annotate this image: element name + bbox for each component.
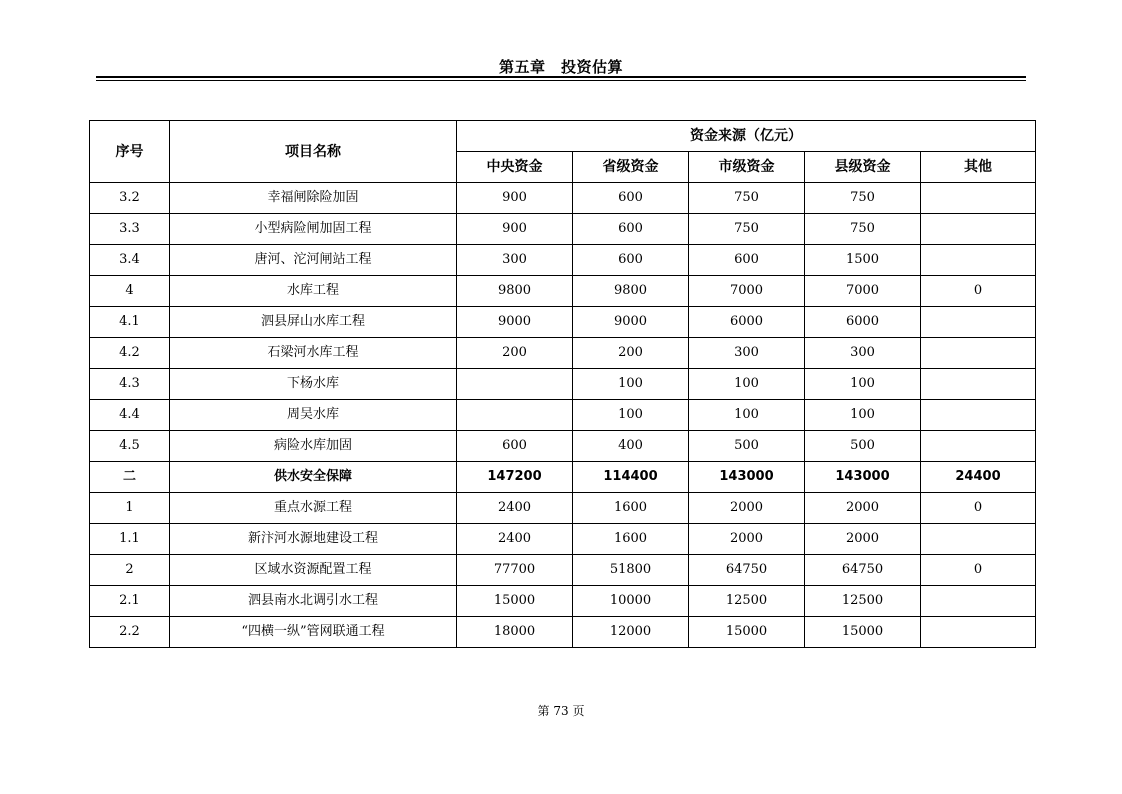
cell-seq: 3.4: [90, 245, 170, 276]
cell-other-funds: [921, 338, 1036, 369]
cell-provincial-funds: 400: [573, 431, 689, 462]
cell-central-funds: 9800: [457, 276, 573, 307]
cell-central-funds: 9000: [457, 307, 573, 338]
cell-provincial-funds: 1600: [573, 493, 689, 524]
cell-central-funds: 77700: [457, 555, 573, 586]
cell-county-funds: 750: [805, 214, 921, 245]
cell-project-name: 周吴水库: [170, 400, 457, 431]
cell-central-funds: [457, 369, 573, 400]
header-divider-thin: [96, 80, 1026, 81]
cell-project-name: 重点水源工程: [170, 493, 457, 524]
cell-county-funds: 2000: [805, 524, 921, 555]
cell-project-name: 病险水库加固: [170, 431, 457, 462]
header-central-funds: 中央资金: [457, 152, 573, 183]
cell-central-funds: 300: [457, 245, 573, 276]
cell-other-funds: 0: [921, 276, 1036, 307]
table-row: [90, 431, 1036, 462]
cell-seq: 4.5: [90, 431, 170, 462]
cell-project-name: 供水安全保障: [170, 462, 457, 493]
cell-seq: 1: [90, 493, 170, 524]
header-provincial-funds: 省级资金: [573, 152, 689, 183]
cell-other-funds: 0: [921, 493, 1036, 524]
cell-other-funds: 24400: [921, 462, 1036, 493]
table-row: [90, 462, 1036, 493]
cell-central-funds: 2400: [457, 524, 573, 555]
cell-seq: 2.1: [90, 586, 170, 617]
cell-central-funds: 2400: [457, 493, 573, 524]
header-project-name: 项目名称: [170, 121, 457, 183]
table-row: [90, 307, 1036, 338]
cell-central-funds: 15000: [457, 586, 573, 617]
cell-provincial-funds: 600: [573, 183, 689, 214]
cell-city-funds: 7000: [689, 276, 805, 307]
cell-city-funds: 750: [689, 183, 805, 214]
table-row: [90, 276, 1036, 307]
table-row: [90, 617, 1036, 648]
cell-central-funds: 900: [457, 214, 573, 245]
cell-provincial-funds: 600: [573, 245, 689, 276]
cell-seq: 4.2: [90, 338, 170, 369]
cell-central-funds: 147200: [457, 462, 573, 493]
cell-seq: 4: [90, 276, 170, 307]
cell-city-funds: 12500: [689, 586, 805, 617]
cell-seq: 1.1: [90, 524, 170, 555]
cell-provincial-funds: 9800: [573, 276, 689, 307]
cell-county-funds: 2000: [805, 493, 921, 524]
cell-city-funds: 500: [689, 431, 805, 462]
cell-provincial-funds: 100: [573, 400, 689, 431]
cell-project-name: 泗县屏山水库工程: [170, 307, 457, 338]
cell-project-name: 小型病险闸加固工程: [170, 214, 457, 245]
cell-provincial-funds: 9000: [573, 307, 689, 338]
cell-provincial-funds: 100: [573, 369, 689, 400]
cell-seq: 3.3: [90, 214, 170, 245]
cell-central-funds: 600: [457, 431, 573, 462]
cell-city-funds: 143000: [689, 462, 805, 493]
cell-seq: 3.2: [90, 183, 170, 214]
table-row: [90, 245, 1036, 276]
page-number: 第 73 页: [537, 704, 585, 718]
cell-other-funds: [921, 400, 1036, 431]
cell-other-funds: [921, 617, 1036, 648]
cell-provincial-funds: 1600: [573, 524, 689, 555]
table-row: [90, 555, 1036, 586]
cell-county-funds: 300: [805, 338, 921, 369]
header-funding-source: 资金来源（亿元）: [457, 121, 1036, 152]
cell-project-name: 石梁河水库工程: [170, 338, 457, 369]
header-other-funds: 其他: [921, 152, 1036, 183]
table-row: [90, 183, 1036, 214]
cell-provincial-funds: 114400: [573, 462, 689, 493]
cell-county-funds: 64750: [805, 555, 921, 586]
cell-city-funds: 100: [689, 369, 805, 400]
cell-provincial-funds: 200: [573, 338, 689, 369]
cell-county-funds: 1500: [805, 245, 921, 276]
cell-city-funds: 300: [689, 338, 805, 369]
header-seq: 序号: [90, 121, 170, 183]
cell-city-funds: 750: [689, 214, 805, 245]
header-city-funds: 市级资金: [689, 152, 805, 183]
cell-project-name: 区域水资源配置工程: [170, 555, 457, 586]
table-row: [90, 369, 1036, 400]
cell-provincial-funds: 12000: [573, 617, 689, 648]
header-county-funds: 县级资金: [805, 152, 921, 183]
cell-seq: 二: [90, 462, 170, 493]
cell-central-funds: 900: [457, 183, 573, 214]
table-row: [90, 338, 1036, 369]
cell-city-funds: 2000: [689, 524, 805, 555]
cell-county-funds: 750: [805, 183, 921, 214]
cell-county-funds: 100: [805, 369, 921, 400]
header-divider: [96, 76, 1026, 78]
cell-project-name: 泗县南水北调引水工程: [170, 586, 457, 617]
cell-provincial-funds: 600: [573, 214, 689, 245]
cell-city-funds: 15000: [689, 617, 805, 648]
cell-other-funds: [921, 183, 1036, 214]
cell-county-funds: 15000: [805, 617, 921, 648]
table-row: [90, 586, 1036, 617]
table-row: [90, 214, 1036, 245]
cell-county-funds: 500: [805, 431, 921, 462]
cell-other-funds: 0: [921, 555, 1036, 586]
cell-project-name: 下杨水库: [170, 369, 457, 400]
cell-city-funds: 6000: [689, 307, 805, 338]
cell-city-funds: 64750: [689, 555, 805, 586]
cell-central-funds: [457, 400, 573, 431]
cell-seq: 4.1: [90, 307, 170, 338]
cell-city-funds: 600: [689, 245, 805, 276]
table-body: [90, 183, 1036, 648]
cell-city-funds: 2000: [689, 493, 805, 524]
cell-other-funds: [921, 245, 1036, 276]
cell-seq: 2.2: [90, 617, 170, 648]
cell-other-funds: [921, 431, 1036, 462]
cell-county-funds: 6000: [805, 307, 921, 338]
cell-county-funds: 12500: [805, 586, 921, 617]
investment-table: [89, 120, 1036, 648]
cell-seq: 4.4: [90, 400, 170, 431]
cell-seq: 2: [90, 555, 170, 586]
cell-project-name: 唐河、沱河闸站工程: [170, 245, 457, 276]
cell-other-funds: [921, 307, 1036, 338]
cell-project-name: 新汴河水源地建设工程: [170, 524, 457, 555]
cell-project-name: 幸福闸除险加固: [170, 183, 457, 214]
table-row: [90, 524, 1036, 555]
cell-provincial-funds: 51800: [573, 555, 689, 586]
cell-other-funds: [921, 214, 1036, 245]
cell-other-funds: [921, 524, 1036, 555]
cell-other-funds: [921, 586, 1036, 617]
cell-central-funds: 18000: [457, 617, 573, 648]
cell-county-funds: 143000: [805, 462, 921, 493]
chapter-title: 第五章 投资估算: [498, 58, 623, 76]
cell-provincial-funds: 10000: [573, 586, 689, 617]
cell-city-funds: 100: [689, 400, 805, 431]
cell-county-funds: 7000: [805, 276, 921, 307]
cell-central-funds: 200: [457, 338, 573, 369]
cell-county-funds: 100: [805, 400, 921, 431]
table-row: [90, 400, 1036, 431]
table-row: [90, 493, 1036, 524]
cell-other-funds: [921, 369, 1036, 400]
cell-project-name: “四横一纵”管网联通工程: [170, 617, 457, 648]
cell-project-name: 水库工程: [170, 276, 457, 307]
cell-seq: 4.3: [90, 369, 170, 400]
